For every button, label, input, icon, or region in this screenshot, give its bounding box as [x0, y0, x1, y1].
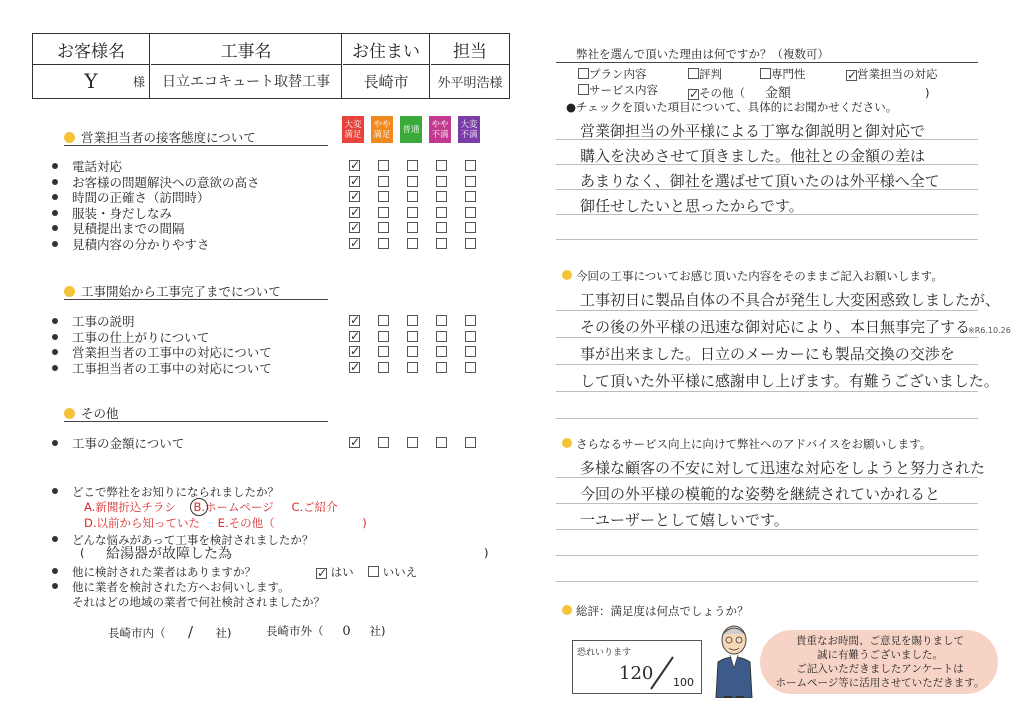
checklist-item-label: 電話対応	[72, 159, 123, 174]
option-known: D.以前から知っていた	[84, 516, 201, 530]
option-homepage	[193, 500, 273, 514]
bulb-icon	[562, 438, 572, 448]
rating-checkbox[interactable]	[436, 191, 447, 202]
rating-checkbox[interactable]	[436, 176, 447, 187]
checklist-item-label: 営業担当者の工事中の対応について	[72, 345, 272, 360]
thanks-text	[764, 634, 996, 690]
checklist-item	[52, 434, 184, 452]
rating-checkbox[interactable]	[378, 207, 389, 218]
reason-service-text: サービス内容	[589, 83, 658, 97]
bullet-dot	[52, 568, 58, 574]
handwritten-line: 購入を決めさせて頂きました。他社との金額の差は	[580, 147, 926, 165]
no-label: いいえ	[382, 565, 418, 579]
rating-checkbox[interactable]	[407, 176, 418, 187]
rating-checkbox[interactable]	[465, 437, 476, 448]
ruled-line	[556, 555, 978, 556]
thanks-line: ホームページ等に活用させていただきます。	[775, 677, 985, 689]
option-other-close: )	[362, 516, 367, 530]
bullet-dot	[52, 334, 58, 340]
q-concern-close: )	[484, 546, 489, 560]
score-box	[572, 640, 702, 694]
thanks-line: 誠に有難うございました。	[817, 649, 943, 661]
rating-checkbox[interactable]	[407, 160, 418, 171]
q-concern-open: (	[80, 546, 85, 560]
bulb-icon	[562, 270, 572, 280]
handwritten-line: 営業御担当の外平様による丁寧な御説明と御対応で	[580, 122, 926, 140]
reason-review-text: 評判	[699, 67, 722, 81]
ruled-line	[556, 391, 978, 392]
checkbox-sales[interactable]: ✓	[847, 68, 858, 82]
checkbox-service[interactable]	[578, 84, 589, 95]
rating-badge: 大変 満足	[342, 116, 364, 143]
customer-suffix: 様	[132, 74, 145, 89]
rating-checkbox[interactable]	[407, 346, 418, 357]
bullet-dot	[52, 194, 58, 200]
header-staff-label: 担当	[431, 34, 509, 65]
checklist-item	[52, 359, 272, 377]
rating-checkbox[interactable]	[407, 437, 418, 448]
reason-question: 弊社を選んで頂いた理由は何ですか？（複数可）	[576, 47, 829, 61]
q-other-no	[368, 564, 417, 580]
q-source-opts-de	[84, 515, 367, 531]
rating-checkbox[interactable]	[465, 160, 476, 171]
thanks-line: ご記入いただきましたアンケートは	[796, 663, 964, 675]
checklist-item-label: 見積提出までの間隔	[72, 221, 185, 236]
rating-checkbox[interactable]: ✓	[350, 313, 361, 327]
rating-checkbox[interactable]	[378, 362, 389, 373]
rating-checkbox[interactable]	[407, 191, 418, 202]
option-flyer: A.新聞折込チラシ	[84, 500, 176, 514]
q-concern-answer: 給湯器が故障した為	[106, 546, 232, 562]
rating-checkbox[interactable]	[465, 207, 476, 218]
q-other-vendors	[52, 564, 256, 580]
bullet-dot	[52, 163, 58, 169]
score-value: 120	[619, 663, 654, 684]
bulb-icon	[64, 408, 75, 419]
rating-badge: やや 満足	[371, 116, 393, 143]
q-vendor-region-text: 他に業者を検討された方へお伺いします。	[72, 580, 290, 594]
ruled-line	[556, 337, 978, 338]
rating-scale	[342, 116, 480, 143]
handwritten-line: 多様な顧客の不安に対して迅速な対応をしようと努力された	[580, 459, 986, 477]
reason-other-text: その他（	[699, 86, 745, 100]
out-city-label: 長崎市外（	[266, 624, 324, 638]
handwritten-line: 事が出来ました。日立のメーカーにも製品交換の交渉を	[580, 345, 955, 363]
checkbox-yes[interactable]: ✓	[317, 566, 328, 580]
in-city-label: 長崎市内（	[108, 626, 166, 640]
in-city-unit: 社)	[215, 626, 232, 640]
score-question	[562, 603, 749, 619]
handwritten-line: 工事初日に製品自体の不具合が発生し大変困惑致しましたが、	[580, 291, 1001, 309]
bullet-dot	[52, 440, 58, 446]
rating-checkbox[interactable]	[407, 331, 418, 342]
handwritten-line: その後の外平様の迅速な御対応により、本日無事完了する	[580, 318, 971, 336]
rating-checkbox[interactable]	[436, 346, 447, 357]
in-city	[108, 623, 232, 641]
score-max: 100	[673, 676, 694, 689]
rating-checkbox[interactable]: ✓	[350, 328, 361, 343]
header-table	[32, 33, 510, 99]
rating-checkbox[interactable]	[378, 160, 389, 171]
rating-checkbox[interactable]	[407, 238, 418, 249]
rating-checkbox[interactable]	[465, 191, 476, 202]
section2-title	[64, 282, 281, 300]
rating-checkbox[interactable]: ✓	[350, 158, 361, 172]
rating-checkbox[interactable]	[436, 238, 447, 249]
rating-checkbox[interactable]	[436, 160, 447, 171]
rating-checkbox[interactable]: ✓	[350, 173, 361, 188]
checkbox-other[interactable]: ✓	[689, 87, 700, 101]
rating-checkbox[interactable]	[378, 238, 389, 249]
impression-question-text: 今回の工事についてお感じ頂いた内容をそのままご記入お願いします。	[576, 269, 943, 283]
section1-rule	[64, 145, 328, 146]
reason-sales	[846, 66, 938, 82]
section3-title-text: その他	[81, 406, 119, 421]
rating-checkbox[interactable]	[436, 437, 447, 448]
rating-checkbox[interactable]	[378, 437, 389, 448]
rating-checkbox[interactable]	[436, 315, 447, 326]
checklist-item-label: 工事担当者の工事中の対応について	[72, 360, 272, 376]
yes-label: はい	[330, 565, 354, 579]
advice-question-text: さらなるサービス向上に向けて弊社へのアドバイスをお願いします。	[576, 437, 932, 451]
rating-checkbox[interactable]	[407, 315, 418, 326]
q-vendor-region-2: それはどの地域の業者で何社検討されましたか？	[72, 595, 325, 609]
section3-title	[64, 404, 119, 422]
checklist-item-label: お客様の問題解決への意欲の高さ	[72, 174, 260, 190]
rating-badge: 大変 不満	[458, 116, 480, 143]
rating-badge: 普通	[400, 116, 422, 143]
checklist-item-label: 工事の説明	[72, 314, 135, 329]
checklist-item-label: 工事の仕上がりについて	[72, 329, 210, 345]
handwritten-line: して頂いた外平様に感謝申し上げます。有難うございました。	[580, 372, 999, 390]
rating-checkbox[interactable]	[465, 238, 476, 249]
rating-checkbox[interactable]: ✓	[350, 359, 361, 374]
option-referral: C.ご紹介	[291, 500, 338, 514]
reason-other-close: )	[925, 86, 930, 100]
q-source-opts-ab	[84, 499, 338, 515]
out-city-value: 0	[342, 624, 351, 639]
rating-badge: やや 不満	[429, 116, 451, 143]
bullet-dot	[52, 583, 58, 589]
customer-name	[33, 64, 150, 98]
q-concern-text: どんな悩みがあって工事を検討されましたか？	[72, 533, 314, 547]
rating-checkbox[interactable]	[465, 362, 476, 373]
bulb-icon	[64, 132, 75, 143]
header-address-label: お住まい	[343, 34, 430, 65]
checklist-item	[52, 235, 210, 253]
reason-expert-text: 専門性	[771, 67, 806, 81]
reason-plan	[578, 66, 647, 82]
staff-value: 外平明浩様	[437, 75, 503, 91]
checkbox-review[interactable]	[688, 68, 699, 79]
bullet-dot	[52, 318, 58, 324]
rating-checkbox[interactable]: ✓	[350, 189, 361, 203]
bullet-dot	[52, 179, 58, 185]
ruled-line	[556, 418, 978, 419]
q-source	[52, 484, 279, 500]
checkbox-plan[interactable]	[578, 68, 589, 79]
checklist-item-label: 見積内容の分かりやすさ	[72, 236, 210, 252]
reason-review	[688, 66, 722, 82]
rating-checkbox[interactable]: ✓	[350, 235, 361, 250]
reason-sales-text: 営業担当の対応	[857, 67, 938, 81]
q-other-vendors-text: 他に検討された業者はありますか？	[72, 565, 256, 579]
bulb-icon	[64, 286, 75, 297]
rating-checkbox[interactable]	[378, 315, 389, 326]
rating-checkbox[interactable]: ✓	[350, 344, 361, 358]
ruled-line	[556, 364, 978, 365]
rating-checkbox[interactable]: ✓	[350, 204, 361, 219]
handwritten-line: 御任せしたいと思ったからです。	[580, 197, 804, 215]
bullet-dot	[52, 536, 58, 542]
bullet-dot	[52, 488, 58, 494]
rating-checkbox[interactable]	[465, 176, 476, 187]
rating-checkbox[interactable]	[378, 176, 389, 187]
bullet-dot	[52, 210, 58, 216]
reason-expert	[760, 66, 806, 82]
handwritten-line: あまりなく、御社を選ばせて頂いたのは外平様へ全て	[580, 172, 940, 190]
bullet-dot	[52, 365, 58, 371]
reason-other-value: 金額	[765, 86, 792, 101]
ruled-line	[556, 581, 978, 582]
q-other-yes	[316, 564, 354, 580]
reason-plan-text: プラン内容	[589, 67, 647, 81]
detail-question: ●チェックを頂いた項目について、具体的にお聞かせください。	[566, 100, 898, 114]
q-source-text: どこで弊社をお知りになられましたか？	[72, 485, 279, 499]
section1-title-text: 営業担当者の接客態度について	[81, 130, 256, 145]
rating-checkbox[interactable]	[407, 207, 418, 218]
bullet-dot	[52, 349, 58, 355]
checklist-item-label: 服装・身だしなみ	[72, 205, 173, 221]
header-customer-label: お客様名	[33, 34, 150, 65]
staff-illustration	[710, 622, 758, 698]
rating-checkbox[interactable]	[378, 331, 389, 342]
rating-checkbox[interactable]	[436, 331, 447, 342]
rating-checkbox[interactable]	[407, 362, 418, 373]
rating-checkbox[interactable]	[378, 222, 389, 233]
checklist-item-label: 工事の金額について	[72, 436, 185, 451]
section1-title	[64, 128, 256, 146]
q-vendor-region	[52, 579, 290, 595]
ruled-line	[556, 310, 978, 311]
work-name: 日立エコキュート取替工事	[151, 64, 342, 98]
bullet-dot	[52, 241, 58, 247]
reason-rule	[556, 62, 978, 63]
section2-title-text: 工事開始から工事完了までについて	[81, 284, 281, 299]
out-city-unit: 社)	[369, 624, 386, 638]
thanks-line: 貴重なお時間、ご意見を賜りまして	[796, 635, 964, 647]
score-question-text: 総評：満足度は何点でしょうか？	[576, 604, 749, 618]
checkbox-expert[interactable]	[760, 68, 771, 79]
rating-checkbox[interactable]: ✓	[350, 220, 361, 234]
option-homepage-text: B.ホームページ	[193, 500, 274, 514]
rating-checkbox[interactable]	[378, 346, 389, 357]
address-value: 長崎市	[343, 64, 430, 98]
rating-checkbox[interactable]	[465, 346, 476, 357]
rating-checkbox[interactable]	[465, 331, 476, 342]
option-other: E.その他（	[217, 516, 275, 530]
section3-rule	[64, 421, 328, 422]
reason-service	[578, 82, 658, 98]
advice-question	[562, 436, 931, 452]
section2-rule	[64, 299, 328, 300]
rating-checkbox[interactable]	[436, 222, 447, 233]
customer-initial: Y	[84, 69, 98, 93]
rating-checkbox[interactable]	[378, 191, 389, 202]
rating-checkbox[interactable]	[436, 362, 447, 373]
bullet-dot	[52, 225, 58, 231]
rating-checkbox[interactable]	[436, 207, 447, 218]
impression-note: ※R6.10.26	[968, 326, 1011, 335]
ruled-line	[556, 239, 978, 240]
checklist-item-label: 時間の正確さ（訪問時）	[72, 190, 210, 205]
out-city	[266, 623, 386, 639]
in-city-value: /	[187, 623, 194, 641]
checkbox-no[interactable]	[368, 566, 379, 577]
rating-checkbox[interactable]	[407, 222, 418, 233]
handwritten-line: 一ユーザーとして嬉しいです。	[580, 511, 789, 529]
score-note: 恐れいります	[577, 648, 632, 658]
rating-checkbox[interactable]	[465, 315, 476, 326]
handwritten-line: 今回の外平様の模範的な姿勢を継続されていかれると	[580, 485, 941, 503]
impression-question	[562, 268, 943, 284]
rating-checkbox[interactable]: ✓	[350, 435, 361, 449]
rating-checkbox[interactable]	[465, 222, 476, 233]
bulb-icon	[562, 605, 572, 615]
header-work-label: 工事名	[151, 34, 342, 65]
